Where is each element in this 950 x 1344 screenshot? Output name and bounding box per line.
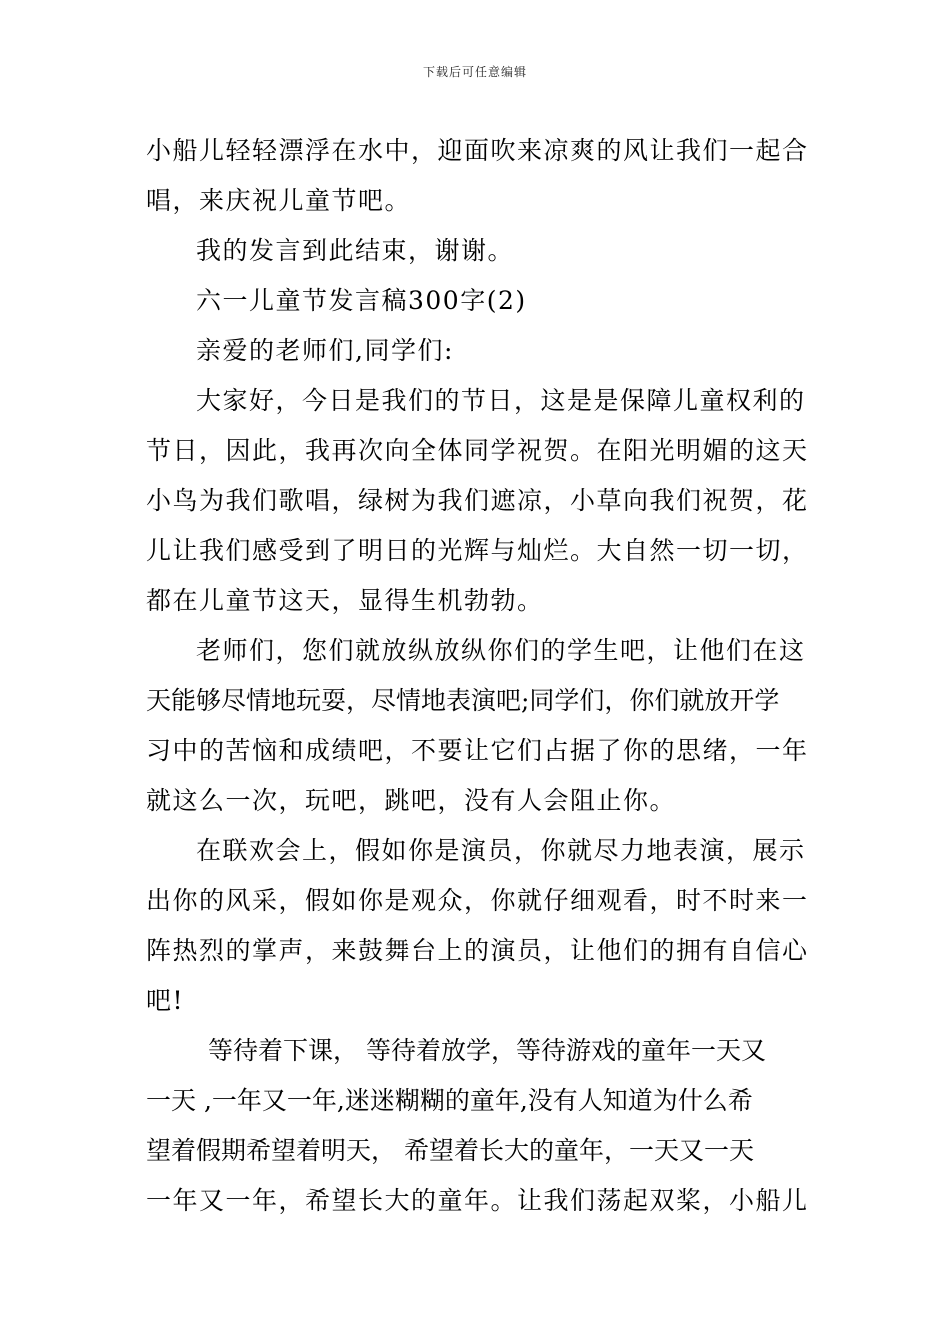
- text-line: 小船儿轻轻漂浮在水中，迎面吹来凉爽的风让我们一起合: [146, 136, 809, 165]
- text-line: 就这么一次，玩吧，跳吧，没有人会阻止你。: [146, 786, 677, 815]
- text-line: 吧!: [146, 986, 185, 1015]
- page-header: 下载后可任意编辑: [422, 65, 527, 79]
- text-line: 一年又一年，希望长大的童年。让我们荡起双桨，小船儿: [146, 1186, 809, 1215]
- text-line: 等待着下课， 等待着放学，等待游戏的童年一天又: [208, 1036, 766, 1065]
- document-body: [146, 126, 818, 1226]
- text-line: 老师们，您们就放纵放纵你们的学生吧，让他们在这: [196, 636, 806, 665]
- text-line: 在联欢会上，假如你是演员，你就尽力地表演，展示: [196, 836, 806, 865]
- text-line: 都在儿童节这天，显得生机勃勃。: [146, 586, 544, 615]
- text-line: 节日，因此，我再次向全体同学祝贺。在阳光明媚的这天: [146, 436, 809, 465]
- section-heading: 六一儿童节发言稿300字(2): [196, 286, 527, 315]
- text-line: 望着假期希望着明天， 希望着长大的童年，一天又一天: [146, 1136, 754, 1165]
- text-line: 一天 ,一年又一年,迷迷糊糊的童年,没有人知道为什么希: [146, 1086, 753, 1115]
- text-line: 天能够尽情地玩耍，尽情地表演吧;同学们，你们就放开学: [146, 686, 780, 715]
- text-line: 阵热烈的掌声，来鼓舞台上的演员，让他们的拥有自信心: [146, 936, 809, 965]
- text-line: 唱，来庆祝儿童节吧。: [146, 186, 412, 215]
- text-line: 大家好，今日是我们的节日，这是是保障儿童权利的: [196, 386, 806, 415]
- text-line: 习中的苦恼和成绩吧，不要让它们占据了你的思绪，一年: [146, 736, 809, 765]
- text-line: 小鸟为我们歌唱，绿树为我们遮凉，小草向我们祝贺，花: [146, 486, 809, 515]
- text-line: 儿让我们感受到了明日的光辉与灿烂。大自然一切一切，: [146, 536, 809, 565]
- text-line: 我的发言到此结束，谢谢。: [196, 236, 515, 265]
- salutation: 亲爱的老师们,同学们:: [196, 336, 454, 365]
- text-line: 出你的风采，假如你是观众，你就仔细观看，时不时来一: [146, 886, 809, 915]
